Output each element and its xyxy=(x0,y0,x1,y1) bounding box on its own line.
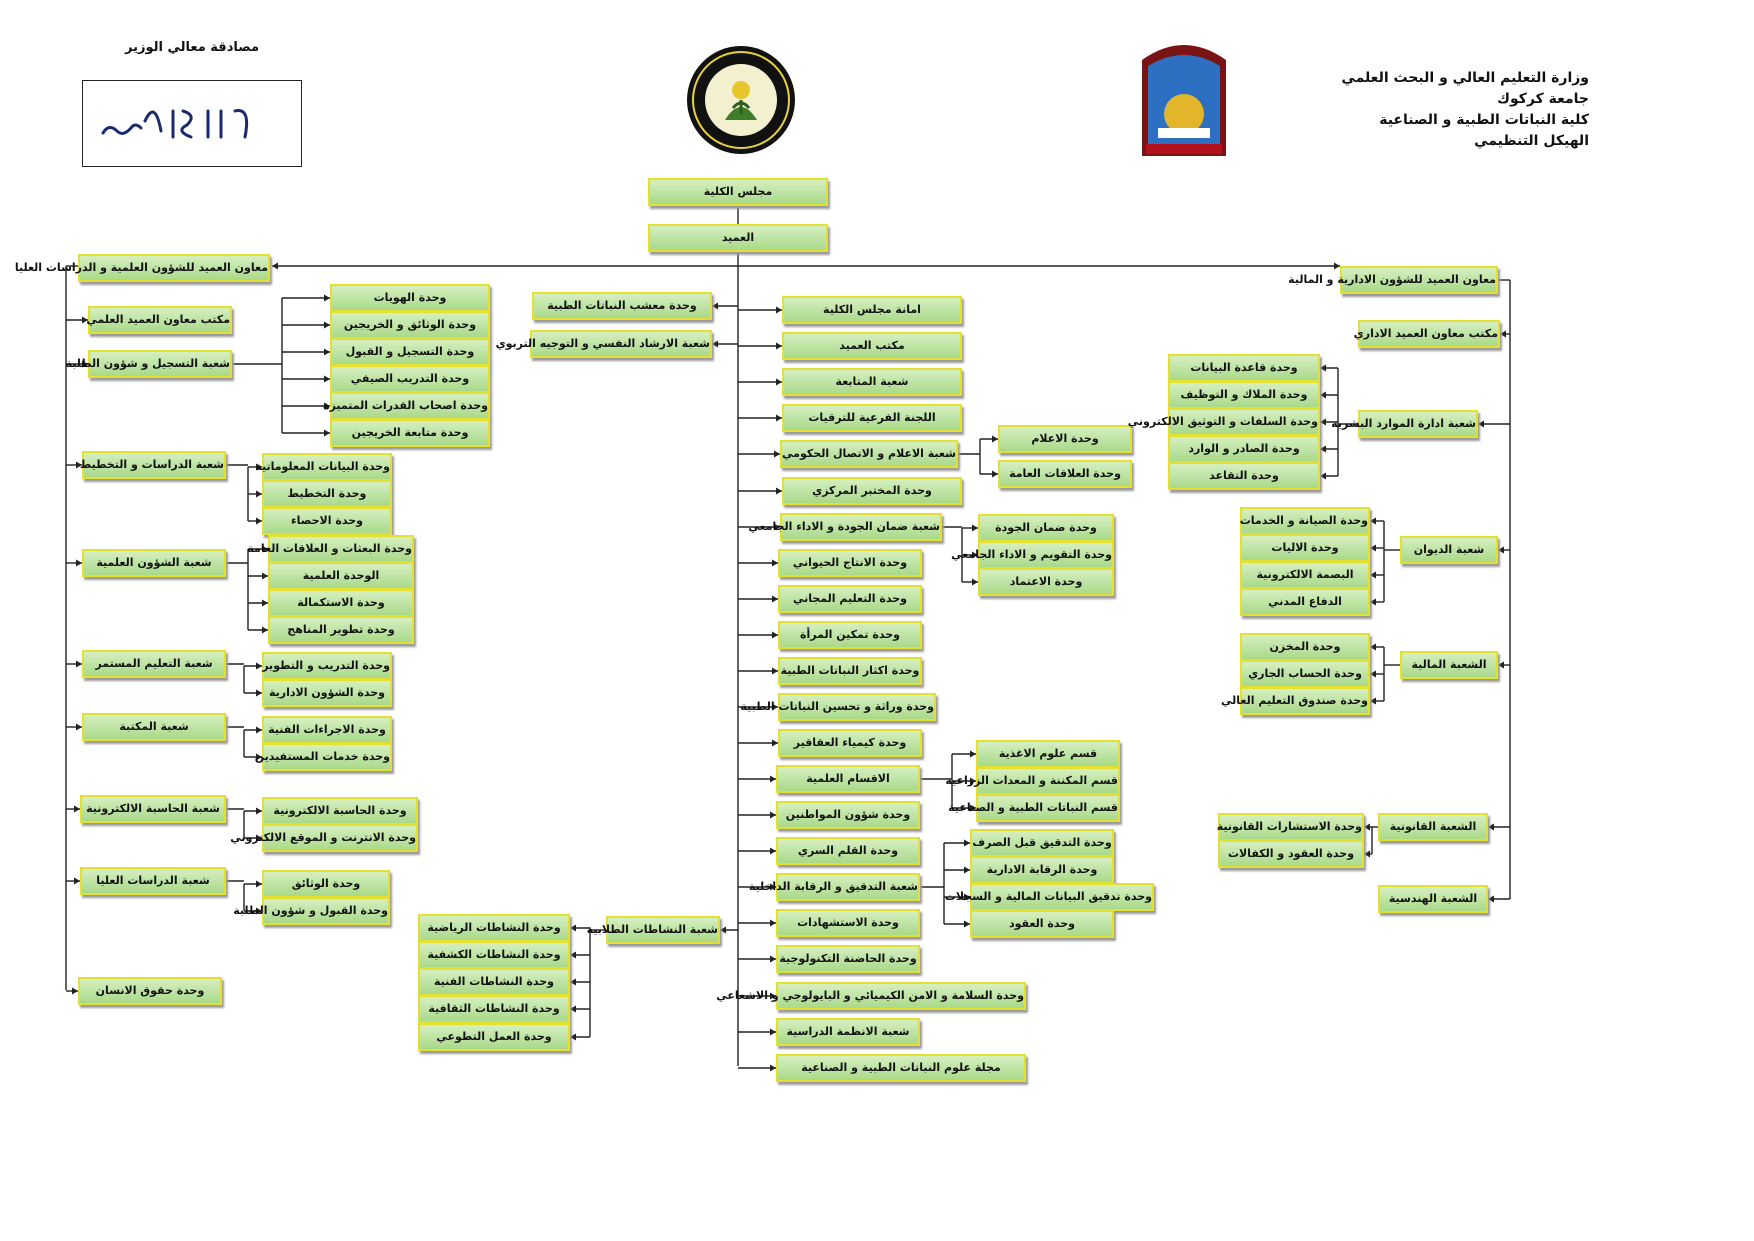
org-unit-d14c: قسم النباتات الطبية و الصناعية xyxy=(976,794,1120,822)
org-unit-ra-legal: الشعبة القانونية xyxy=(1378,813,1488,841)
org-unit-d5a: وحدة الاعلام xyxy=(998,425,1132,453)
connector-arrow-192 xyxy=(1320,365,1326,372)
org-unit-d7: شعبة ضمان الجودة و الاداء الجامعي xyxy=(780,513,942,541)
org-unit-d17: شعبة التدقيق و الرقابة الداخلية xyxy=(776,873,920,901)
connector-arrow-218 xyxy=(1370,698,1376,705)
org-unit-d9: وحدة التعليم المجاني xyxy=(778,585,922,613)
org-unit-h2: وحدة الملاك و التوظيف xyxy=(1168,381,1320,409)
org-unit-s4: وحدة تطوير المناهج xyxy=(268,616,414,644)
connector-arrow-184 xyxy=(1498,662,1504,669)
connector-arrow-182 xyxy=(1498,547,1504,554)
org-unit-p3: وحدة الاحصاء xyxy=(262,507,392,535)
org-unit-a4: وحدة النشاطات الثقافية xyxy=(418,995,570,1023)
connector-arrow-90 xyxy=(570,925,576,932)
org-unit-d16: وحدة القلم السري xyxy=(776,837,920,865)
org-unit-q2: وحدة العقود و الكفالات xyxy=(1218,840,1364,868)
org-unit-ra-diwan: شعبة الديوان xyxy=(1400,536,1498,564)
connector-arrow-98 xyxy=(570,1034,576,1041)
org-unit-d22: مجلة علوم النباتات الطبية و الصناعية xyxy=(776,1054,1026,1082)
connector-arrow-86 xyxy=(720,927,726,934)
org-unit-sci-asst: معاون العميد للشؤون العلمية و الدراسات العليا xyxy=(78,254,270,282)
org-unit-s1: وحدة البعثات و العلاقات العامة xyxy=(268,535,414,563)
connector-arrow-214 xyxy=(1370,644,1376,651)
connector-arrow-204 xyxy=(1370,518,1376,525)
org-unit-m-herb: وحدة معشب النباتات الطبية xyxy=(532,292,712,320)
org-unit-d3: شعبة المتابعة xyxy=(782,368,962,396)
org-unit-f3: وحدة صندوق التعليم العالي xyxy=(1240,687,1370,715)
org-unit-d17a: وحدة التدقيق قبل الصرف xyxy=(970,829,1114,857)
connector-arrow-208 xyxy=(1370,572,1376,579)
org-unit-l-comp: شعبة الحاسبة الالكترونية xyxy=(80,795,226,823)
org-unit-s3: وحدة الاستكمالة xyxy=(268,589,414,617)
university-name: جامعة كركوك xyxy=(1497,91,1589,107)
org-unit-d15: وحدة شؤون المواطنين xyxy=(776,801,920,829)
org-unit-d8: وحدة الانتاج الحيواني xyxy=(778,549,922,577)
org-unit-d5b: وحدة العلاقات العامة xyxy=(998,460,1132,488)
org-unit-l-cont: شعبة التعليم المستمر xyxy=(82,650,226,678)
org-unit-r3: وحدة التسجيل و القبول xyxy=(330,338,490,366)
org-unit-r2: وحدة الوثائق و الخريجين xyxy=(330,311,490,339)
org-unit-d20: وحدة السلامة و الامن الكيميائي و البايولوجي و الاشعاعي xyxy=(776,982,1026,1010)
org-unit-ra-eng: الشعبة الهندسية xyxy=(1378,885,1488,913)
org-unit-a5: وحدة العمل التطوعي xyxy=(418,1023,570,1051)
org-unit-r6: وحدة متابعة الخريجين xyxy=(330,419,490,447)
org-unit-l-hr: وحدة حقوق الانسان xyxy=(78,977,222,1005)
org-unit-d11: وحدة اكثار النباتات الطبية xyxy=(778,657,922,685)
org-unit-b2: وحدة خدمات المستفيدين xyxy=(262,743,392,771)
org-unit-h3: وحدة السلفات و التوثيق الالكتروني xyxy=(1168,408,1320,436)
org-unit-d21: شعبة الانظمة الدراسية xyxy=(776,1018,920,1046)
org-unit-ra-hr: شعبة ادارة الموارد البشرية xyxy=(1358,410,1478,438)
ministry-name: وزارة التعليم العالي و البحث العلمي xyxy=(1341,70,1589,86)
org-unit-c2: وحدة الشؤون الادارية xyxy=(262,679,392,707)
org-unit-s2: الوحدة العلمية xyxy=(268,562,414,590)
org-unit-q1: وحدة الاستشارات القانونية xyxy=(1218,813,1364,841)
org-unit-r4: وحدة التدريب الصيفي xyxy=(330,365,490,393)
connector-arrow-196 xyxy=(1320,419,1326,426)
org-unit-d17d: وحدة العقود xyxy=(970,910,1114,938)
org-unit-d13: وحدة كيمياء العقاقير xyxy=(778,729,922,757)
org-unit-h4: وحدة الصادر و الوارد xyxy=(1168,435,1320,463)
connector-arrow-222 xyxy=(1364,824,1370,831)
org-unit-d14b: قسم المكننة و المعدات الزراعية xyxy=(976,767,1120,795)
org-unit-d19: وحدة الحاضنة التكنولوجية xyxy=(776,945,920,973)
org-unit-a3: وحدة النشاطات الفنية xyxy=(418,968,570,996)
org-unit-d5: شعبة الاعلام و الاتصال الحكومي xyxy=(780,440,958,468)
connector-arrow-84 xyxy=(712,341,718,348)
org-unit-d2: مكتب العميد xyxy=(782,332,962,360)
org-unit-d7b: وحدة التقويم و الاداء الجامعي xyxy=(978,541,1114,569)
org-unit-m-act: شعبة النشاطات الطلابية xyxy=(606,916,720,944)
org-unit-p1: وحدة البيانات المعلوماتية xyxy=(262,453,392,481)
org-unit-l-lib: شعبة المكتبة xyxy=(82,713,226,741)
org-unit-admin-asst: معاون العميد للشؤون الادارية و المالية xyxy=(1340,266,1498,294)
chart-title: الهيكل التنظيمي xyxy=(1474,133,1589,149)
connector-arrow-186 xyxy=(1488,824,1494,831)
org-unit-d6: وحدة المختبر المركزي xyxy=(782,477,962,505)
connector-arrow-180 xyxy=(1478,421,1484,428)
org-unit-d14: الاقسام العلمية xyxy=(776,765,920,793)
connector-arrow-224 xyxy=(1364,851,1370,858)
org-unit-ra-fin: الشعبة المالية xyxy=(1400,651,1498,679)
org-unit-w3: البصمة الالكترونية xyxy=(1240,561,1370,589)
org-unit-w2: وحدة الاليات xyxy=(1240,534,1370,562)
org-unit-d1: امانة مجلس الكلية xyxy=(782,296,962,324)
connector-arrow-194 xyxy=(1320,392,1326,399)
org-unit-l-office: مكتب معاون العميد العلمي xyxy=(88,306,232,334)
org-unit-r1: وحدة الهويات xyxy=(330,284,490,312)
connector-arrow-82 xyxy=(712,303,718,310)
org-unit-f1: وحدة المخزن xyxy=(1240,633,1370,661)
org-unit-h5: وحدة التقاعد xyxy=(1168,462,1320,490)
org-unit-ra-office: مكتب معاون العميد الاداري xyxy=(1358,320,1500,348)
connector-arrow-94 xyxy=(570,979,576,986)
org-unit-e1: وحدة الحاسبة الالكترونية xyxy=(262,797,418,825)
org-unit-d7c: وحدة الاعتماد xyxy=(978,568,1114,596)
org-unit-f2: وحدة الحساب الجاري xyxy=(1240,660,1370,688)
org-unit-council: مجلس الكلية xyxy=(648,178,828,206)
org-unit-l-sci: شعبة الشؤون العلمية xyxy=(82,549,226,577)
connector-arrow-96 xyxy=(570,1006,576,1013)
org-unit-g2: وحدة القبول و شؤون الطلبة xyxy=(262,897,390,925)
org-unit-b1: وحدة الاجراءات الفنية xyxy=(262,716,392,744)
college-name: كلية النباتات الطبية و الصناعية xyxy=(1379,112,1589,128)
connector-arrow-216 xyxy=(1370,671,1376,678)
org-unit-d4: اللجنة الفرعية للترقيات xyxy=(782,404,962,432)
org-unit-p2: وحدة التخطيط xyxy=(262,480,392,508)
org-unit-w4: الدفاع المدني xyxy=(1240,588,1370,616)
connector-arrow-3 xyxy=(272,263,278,270)
org-unit-e2: وحدة الانترنت و الموقع الالكتروني xyxy=(262,824,418,852)
connector-arrow-198 xyxy=(1320,446,1326,453)
org-unit-d17c: وحدة تدقيق البيانات المالية و السجلات xyxy=(970,883,1154,911)
endorsement-label: مصادقة معالي الوزير xyxy=(125,40,260,55)
connector-arrow-92 xyxy=(570,952,576,959)
connector-arrow-200 xyxy=(1320,473,1326,480)
org-unit-d18: وحدة الاستشهادات xyxy=(776,909,920,937)
org-unit-h1: وحدة قاعدة البيانات xyxy=(1168,354,1320,382)
org-unit-d14a: قسم علوم الاغذية xyxy=(976,740,1120,768)
connector-arrow-188 xyxy=(1488,896,1494,903)
org-unit-r5: وحدة اصحاب القدرات المتميزة xyxy=(330,392,490,420)
org-unit-m-guid: شعبة الارشاد النفسي و التوجيه التربوي xyxy=(530,330,712,358)
org-unit-d12: وحدة وراثة و تحسين النباتات الطبية xyxy=(778,693,936,721)
org-unit-a2: وحدة النشاطات الكشفية xyxy=(418,941,570,969)
org-unit-d7a: وحدة ضمان الجودة xyxy=(978,514,1114,542)
org-unit-c1: وحدة التدريب و التطوير xyxy=(262,652,392,680)
org-unit-l-plan: شعبة الدراسات و التخطيط xyxy=(82,451,226,479)
org-unit-w1: وحدة الصيانة و الخدمات xyxy=(1240,507,1370,535)
connector-arrow-178 xyxy=(1500,331,1506,338)
org-unit-g1: وحدة الوثائق xyxy=(262,870,390,898)
org-unit-l-reg: شعبة التسجيل و شؤون الطلبة xyxy=(88,350,232,378)
connector-arrow-210 xyxy=(1370,599,1376,606)
connector-arrow-206 xyxy=(1370,545,1376,552)
org-unit-l-grad: شعبة الدراسات العليا xyxy=(80,867,226,895)
org-unit-a1: وحدة النشاطات الرياضية xyxy=(418,914,570,942)
org-unit-d10: وحدة تمكين المرأة xyxy=(778,621,922,649)
org-unit-d17b: وحدة الرقابة الادارية xyxy=(970,856,1114,884)
org-unit-dean: العميد xyxy=(648,224,828,252)
